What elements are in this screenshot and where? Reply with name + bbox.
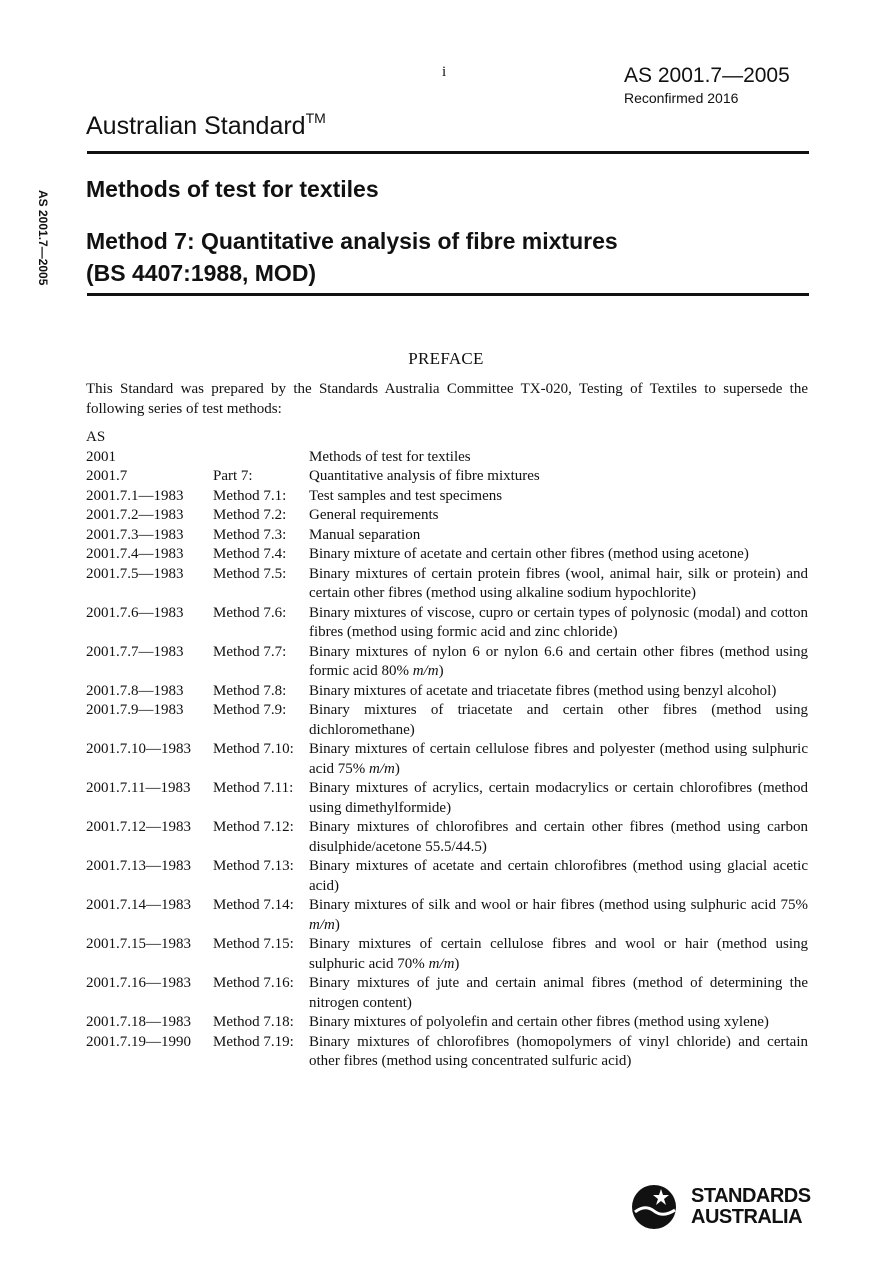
- table-row: [86, 896, 808, 935]
- reconfirmed-date: Reconfirmed 2016: [624, 90, 739, 106]
- logo-line-2: AUSTRALIA: [691, 1206, 803, 1228]
- table-row: [86, 526, 808, 546]
- description-text: Binary mixtures of chlorofibres (homopolymers of vinyl chloride) and certain other fibres (method using concentrated sulfuric acid): [309, 1033, 808, 1069]
- title-rule: [87, 293, 809, 296]
- description-suffix: ): [438, 663, 444, 679]
- description-text: Methods of test for textiles: [309, 448, 471, 465]
- method-label-cell: Method 7.16:: [213, 975, 294, 991]
- description-cell: [309, 545, 808, 565]
- method-label-cell: Method 7.7:: [213, 643, 287, 660]
- description-suffix: ): [394, 760, 400, 777]
- list-label: AS: [86, 429, 106, 445]
- method-title: [86, 225, 806, 289]
- description-cell: [309, 643, 808, 682]
- method-label-cell: Method 7.6:: [213, 604, 287, 621]
- description-cell: [309, 779, 808, 818]
- spine-text: AS 2001.7—2005: [36, 190, 50, 286]
- method-label-cell: Method 7.18:: [213, 1014, 294, 1030]
- description-cell: [309, 467, 808, 487]
- standard-number-cell: 2001.7.7—1983: [86, 643, 184, 660]
- method-label-cell: Method 7.14:: [213, 897, 294, 913]
- method-label-cell: Method 7.2:: [213, 507, 287, 523]
- table-row: [86, 701, 808, 740]
- description-suffix: ): [454, 955, 460, 972]
- description-text: Binary mixtures of acetate and triacetate fibres (method using benzyl alcohol): [309, 682, 777, 699]
- description-text: Binary mixtures of jute and certain animal fibres (method of determining the nitrogen content): [309, 975, 808, 1011]
- description-text: Binary mixtures of viscose, cupro or certain types of polynosic (modal) and cotton fibres (method using formic acid and zinc chloride): [309, 604, 808, 640]
- standard-number-cell: 2001.7.19—1990: [86, 1033, 191, 1050]
- standard-number-cell: 2001.7.4—1983: [86, 546, 184, 562]
- method-label-cell: Method 7.10:: [213, 741, 294, 757]
- standard-number-cell: 2001.7.11—1983: [86, 780, 191, 796]
- superseded-methods-list: [86, 428, 808, 1072]
- description-text: Binary mixture of acetate and certain other fibres (method using acetone): [309, 546, 749, 562]
- description-cell: [309, 740, 808, 779]
- method-label-cell: Method 7.11:: [213, 780, 294, 796]
- concentration-unit: m/m: [309, 916, 335, 933]
- description-cell: [309, 506, 808, 526]
- description-text: Binary mixtures of triacetate and certain other fibres (method using dichloromethane): [309, 702, 808, 738]
- description-cell: [309, 448, 808, 468]
- table-row: [86, 487, 808, 507]
- method-label-cell: Method 7.13:: [213, 858, 294, 874]
- standard-number-cell: 2001.7.14—1983: [86, 897, 191, 913]
- methods-rows: [86, 448, 808, 1072]
- description-text: Quantitative analysis of fibre mixtures: [309, 468, 540, 484]
- table-row: [86, 682, 808, 702]
- method-label-cell: Method 7.5:: [213, 565, 287, 582]
- table-row: [86, 506, 808, 526]
- table-row: [86, 1033, 808, 1072]
- description-text: Test samples and test specimens: [309, 487, 503, 504]
- description-text: Binary mixtures of polyolefin and certain other fibres (method using xylene): [309, 1014, 769, 1030]
- preface-paragraph: This Standard was prepared by the Standards Australia Committee TX-020, Testing of Textiles to supersede the following series of test methods:: [86, 381, 808, 417]
- standard-number-cell: 2001.7.1—1983: [86, 487, 184, 504]
- standard-number-cell: 2001.7.6—1983: [86, 604, 184, 621]
- description-cell: [309, 526, 808, 546]
- description-text: Binary mixtures of nylon 6 or nylon 6.6 and certain other fibres (method using formic acid 80%: [309, 643, 808, 679]
- method-label-cell: Method 7.9:: [213, 702, 287, 718]
- description-cell: [309, 682, 808, 702]
- method-label-cell: Part 7:: [213, 468, 253, 484]
- standard-number-cell: 2001.7.18—1983: [86, 1014, 191, 1030]
- table-row: [86, 818, 808, 857]
- description-text: Binary mixtures of certain cellulose fibres and polyester (method using sulphuric acid 75%: [309, 741, 808, 777]
- logo-wordmark: [691, 1186, 811, 1228]
- method-title-line-2: (BS 4407:1988, MOD): [86, 260, 317, 286]
- standard-number-cell: 2001.7.15—1983: [86, 936, 191, 952]
- standard-number-cell: 2001: [86, 448, 116, 465]
- method-label-cell: Method 7.3:: [213, 526, 287, 543]
- table-row: [86, 1013, 808, 1033]
- table-row: [86, 857, 808, 896]
- concentration-unit: m/m: [368, 760, 395, 777]
- header-rule: [87, 151, 809, 154]
- standard-number-cell: 2001.7.2—1983: [86, 507, 184, 523]
- standard-number-cell: 2001.7.12—1983: [86, 819, 191, 835]
- standard-number-cell: 2001.7.5—1983: [86, 565, 184, 582]
- concentration-unit: m/m: [428, 955, 455, 972]
- description-cell: [309, 604, 808, 643]
- table-row: [86, 779, 808, 818]
- description-text: Manual separation: [309, 526, 421, 543]
- series-title: Methods of test for textiles: [86, 176, 379, 202]
- description-text: Binary mixtures of chlorofibres and certain other fibres (method using carbon disulphide/acetone 55.5/44.5): [309, 819, 808, 855]
- table-row: [86, 935, 808, 974]
- table-row: [86, 740, 808, 779]
- description-cell: [309, 1013, 808, 1033]
- description-cell: [309, 974, 808, 1013]
- standard-number-cell: 2001.7.3—1983: [86, 526, 184, 543]
- standard-number-cell: 2001.7.9—1983: [86, 702, 184, 718]
- table-row: [86, 545, 808, 565]
- concentration-unit: m/m: [412, 663, 439, 679]
- table-row: [86, 643, 808, 682]
- description-cell: [309, 1033, 808, 1072]
- table-row: [86, 467, 808, 487]
- logo-line-1: STANDARDS: [691, 1185, 811, 1207]
- table-row: [86, 974, 808, 1013]
- description-suffix: ): [334, 916, 340, 933]
- description-text: General requirements: [309, 507, 439, 523]
- standard-number-cell: 2001.7.16—1983: [86, 975, 191, 991]
- trademark-mark: TM: [305, 109, 326, 126]
- description-text: Binary mixtures of acetate and certain chlorofibres (method using glacial acetic acid): [309, 858, 808, 894]
- description-cell: [309, 487, 808, 507]
- method-label-cell: Method 7.19:: [213, 1033, 294, 1050]
- description-cell: [309, 935, 808, 974]
- standard-number-cell: 2001.7.13—1983: [86, 858, 191, 874]
- method-label-cell: Method 7.1:: [213, 487, 287, 504]
- method-title-line-1: Method 7: Quantitative analysis of fibre mixtures: [86, 228, 618, 254]
- description-cell: [309, 565, 808, 604]
- preface-heading: PREFACE: [408, 349, 484, 368]
- standard-number-cell: 2001.7.10—1983: [86, 741, 191, 757]
- brand-title: [86, 109, 326, 141]
- description-cell: [309, 857, 808, 896]
- standards-australia-logo: [631, 1184, 821, 1232]
- method-label-cell: Method 7.15:: [213, 936, 294, 952]
- description-cell: [309, 818, 808, 857]
- standard-number: AS 2001.7—2005: [624, 64, 790, 87]
- star-globe-icon: [631, 1184, 677, 1230]
- method-label-cell: Method 7.8:: [213, 682, 287, 699]
- description-cell: [309, 896, 808, 935]
- description-text: Binary mixtures of certain cellulose fibres and wool or hair (method using sulphuric acid 70%: [309, 936, 808, 972]
- page-number: i: [442, 64, 447, 80]
- standard-number-cell: 2001.7: [86, 468, 128, 484]
- brand-text: Australian Standard: [86, 112, 306, 140]
- method-label-cell: Method 7.12:: [213, 819, 294, 835]
- description-cell: [309, 701, 808, 740]
- description-text: Binary mixtures of silk and wool or hair fibres (method using sulphuric acid 75%: [309, 897, 808, 913]
- description-text: Binary mixtures of acrylics, certain modacrylics or certain chlorofibres (method using dimethylformide): [309, 780, 808, 816]
- table-row: [86, 448, 808, 468]
- method-label-cell: [213, 448, 309, 468]
- table-row: [86, 565, 808, 604]
- table-row: [86, 604, 808, 643]
- standard-number-cell: 2001.7.8—1983: [86, 682, 184, 699]
- method-label-cell: Method 7.4:: [213, 546, 287, 562]
- description-text: Binary mixtures of certain protein fibres (wool, animal hair, silk or protein) and certain other fibres (method using alkaline sodium hypochlorite): [309, 565, 808, 601]
